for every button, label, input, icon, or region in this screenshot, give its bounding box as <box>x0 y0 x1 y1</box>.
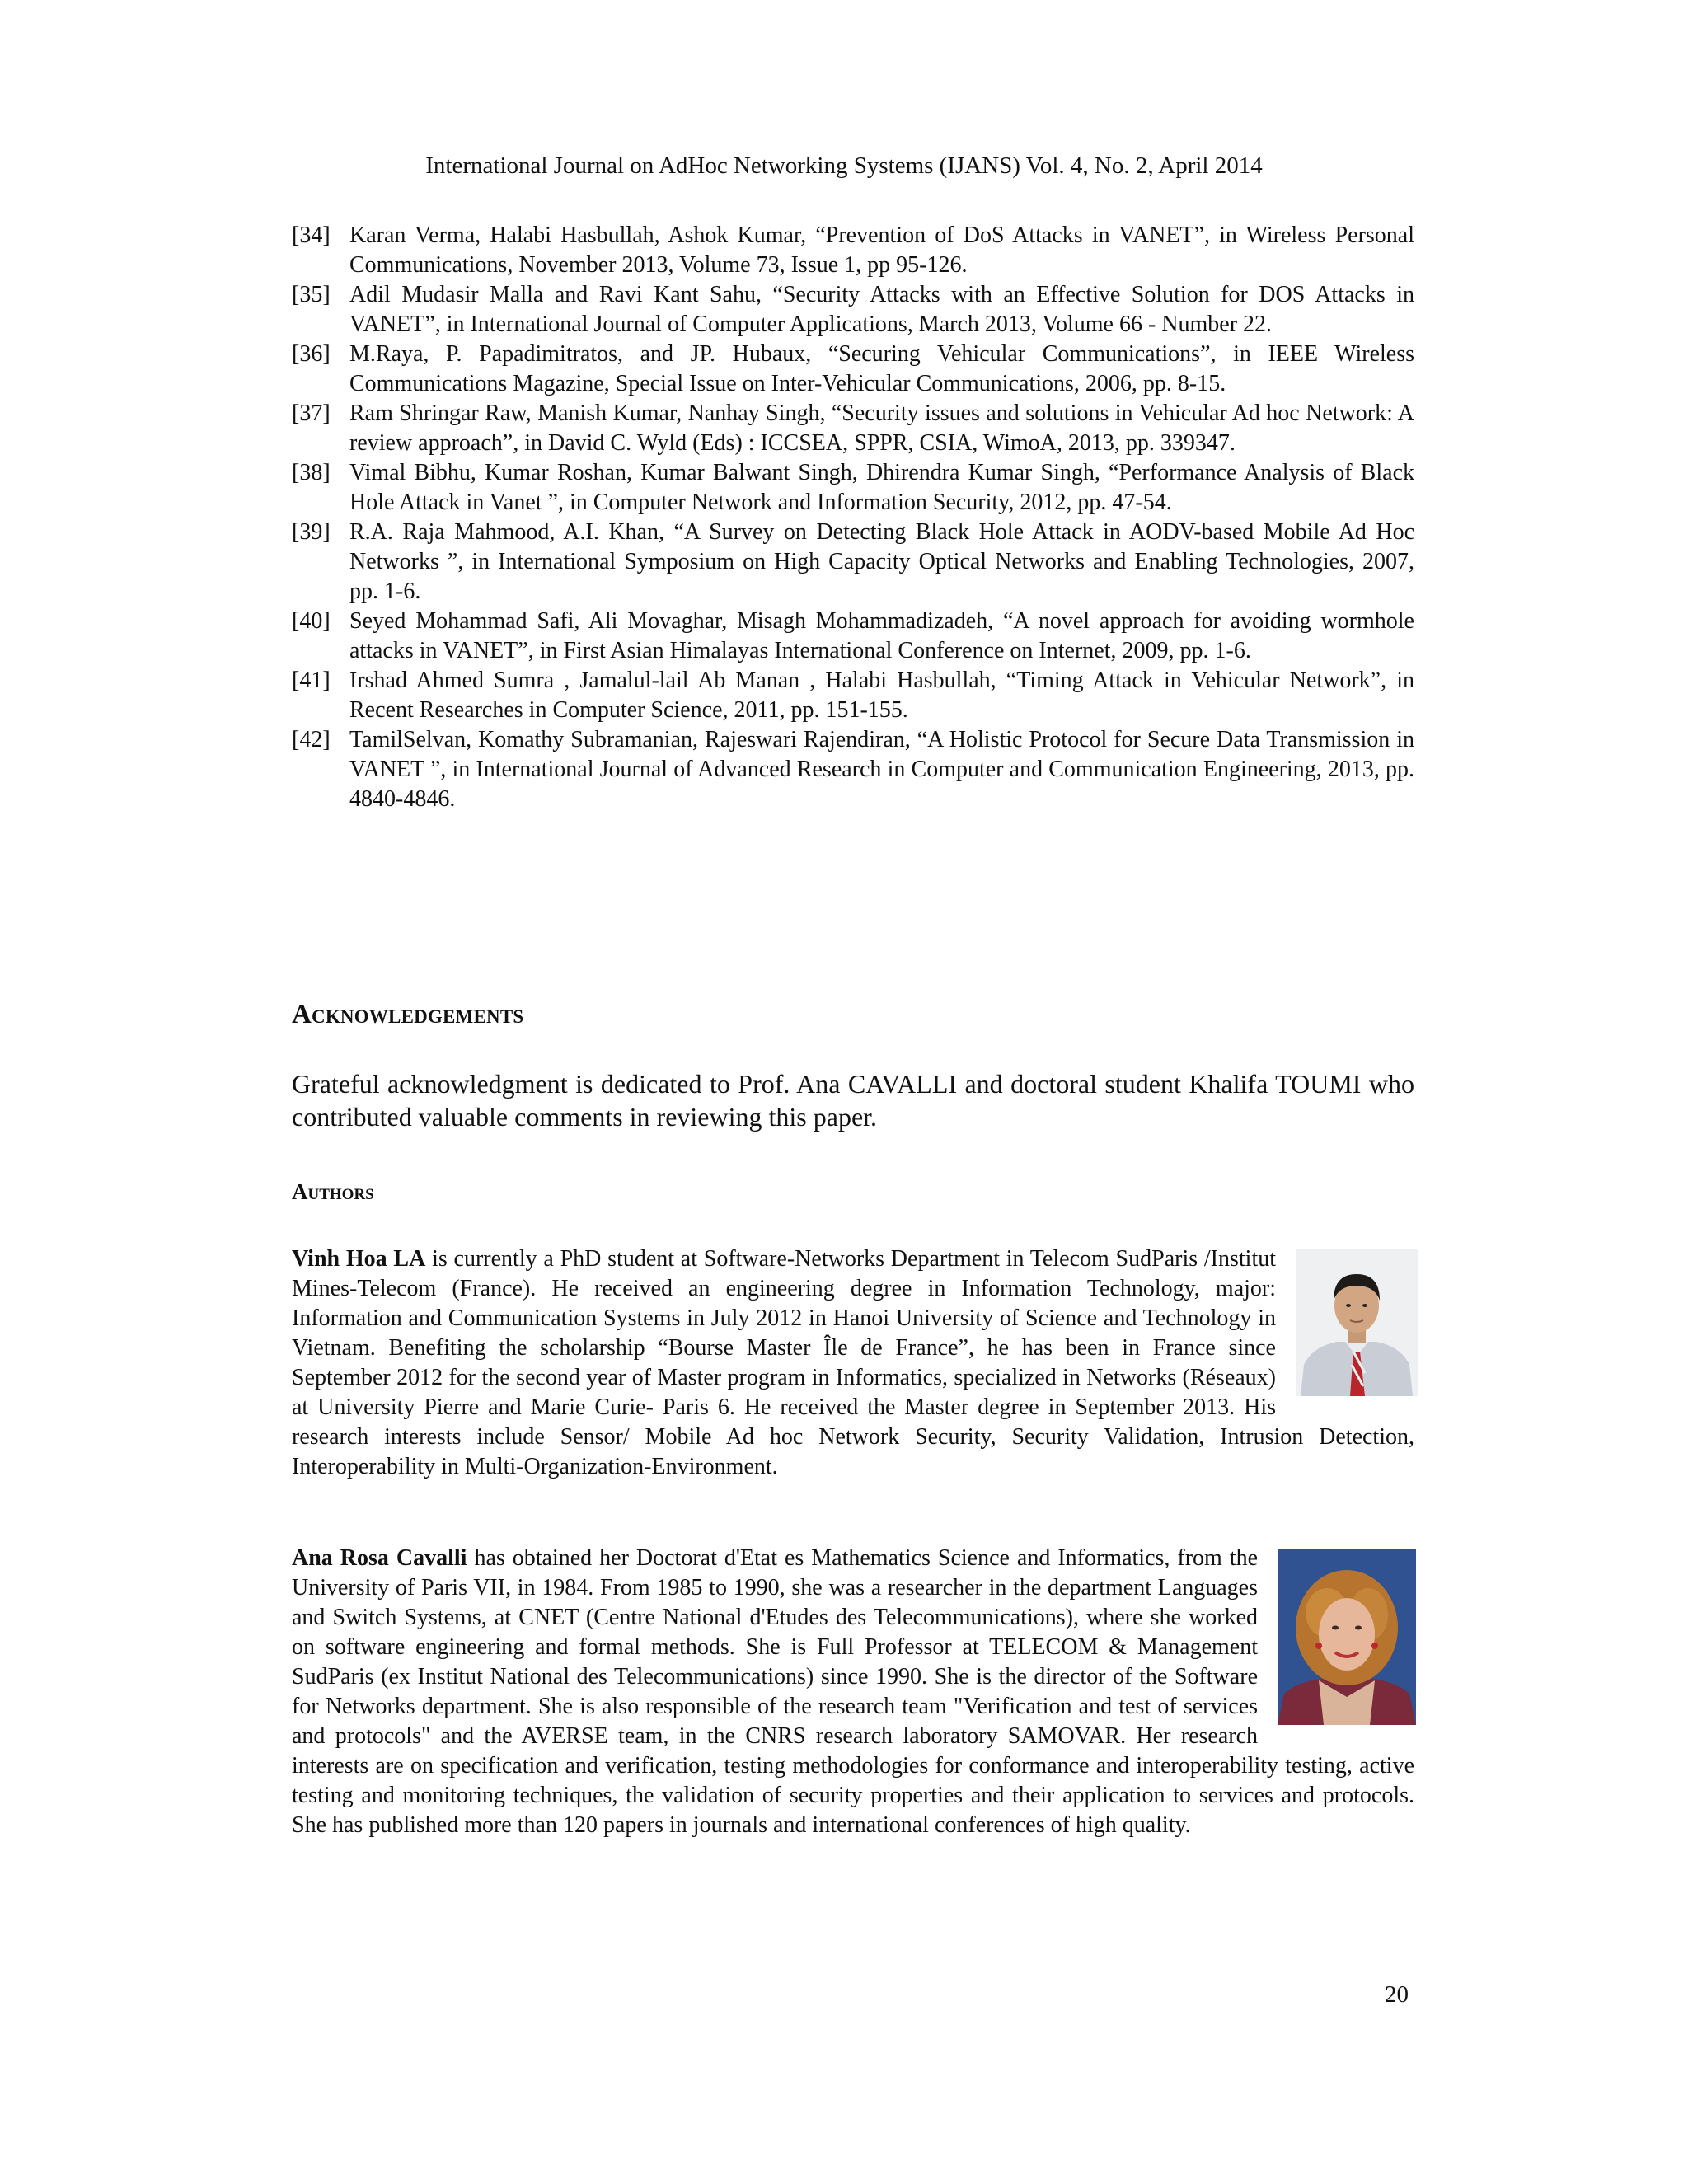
author-bio <box>292 1544 1414 1840</box>
reference-number: [40] <box>292 608 331 634</box>
reference-number: [42] <box>292 727 331 752</box>
reference-list <box>292 221 1414 814</box>
acknowledgements-heading: Acknowledgements <box>292 1000 524 1029</box>
reference-text: Seyed Mohammad Safi, Ali Movaghar, Misagh Mohammadizadeh, “A novel approach for avoiding wormhole attacks in VANET”, in First Asian Himalayas International Conference on Internet, 2009, pp. 1-6. <box>349 608 1414 663</box>
acknowledgements-body: Grateful acknowledgment is dedicated to Prof. Ana CAVALLI and doctoral student Khalifa TOUMI who contributed valuable comments in reviewing this paper. <box>292 1069 1414 1132</box>
author-bio-text: has obtained her Doctorat d'Etat es Mathematics Science and Informatics, from the University of Paris VII, in 1984. From 1985 to 1990, she was a researcher in the department Languages and Switch Systems, at CNET (Centre National d'Etudes des Telecommunications), where she worked on software engineering and formal methods. She is Full Professor at TELECOM & Management SudParis (ex Institut National des Telecommunications) since 1990. She is the director of the Software for Networks department. She is also responsible of the research team "Verification and test of services and protocols" and the AVERSE team, in the CNRS research laboratory SAMOVAR. Her research interests are on specification and verification, testing methodologies for conformance and interoperability testing, active testing and monitoring techniques, the validation of security properties and their application to services and protocols. She has published more than 120 papers in journals and international conferences of high quality. <box>292 1545 1414 1838</box>
reference-text: Vimal Bibhu, Kumar Roshan, Kumar Balwant Singh, Dhirendra Kumar Singh, “Performance Analysis of Black Hole Attack in Vanet ”, in Computer Network and Information Security, 2012, pp. 47-54. <box>349 460 1414 515</box>
reference-text: Irshad Ahmed Sumra , Jamalul-lail Ab Manan , Halabi Hasbullah, “Timing Attack in Vehicular Network”, in Recent Researches in Computer Science, 2011, pp. 151-155. <box>349 668 1414 723</box>
reference-text: Ram Shringar Raw, Manish Kumar, Nanhay Singh, “Security issues and solutions in Vehicular Ad hoc Network: A review approach”, in David C. Wyld (Eds) : ICCSEA, SPPR, CSIA, WimoA, 2013, pp. 339347. <box>349 401 1414 456</box>
reference-item <box>292 399 1414 458</box>
reference-number: [39] <box>292 519 331 545</box>
page-number: 20 <box>1385 1981 1409 2008</box>
reference-number: [38] <box>292 460 331 485</box>
reference-item <box>292 280 1414 340</box>
authors-heading: Authors <box>292 1179 374 1204</box>
running-header: International Journal on AdHoc Networking Systems (IJANS) Vol. 4, No. 2, April 2014 <box>425 152 1263 179</box>
author-bio <box>292 1244 1414 1482</box>
reference-item <box>292 518 1414 607</box>
reference-item <box>292 607 1414 666</box>
reference-number: [41] <box>292 668 331 693</box>
reference-text: R.A. Raja Mahmood, A.I. Khan, “A Survey on Detecting Black Hole Attack in AODV-based Mobile Ad Hoc Networks ”, in International Symposium on High Capacity Optical Networks and Enabling Technologies, 2007, pp. 1-6. <box>349 519 1414 604</box>
reference-item <box>292 666 1414 725</box>
reference-item <box>292 725 1414 814</box>
reference-number: [37] <box>292 401 331 426</box>
reference-number: [35] <box>292 282 331 307</box>
reference-text: TamilSelvan, Komathy Subramanian, Rajeswari Rajendiran, “A Holistic Protocol for Secure Data Transmission in VANET ”, in International Journal of Advanced Research in Computer and Communication Engineering, 2013, pp. 4840-4846. <box>349 727 1414 812</box>
reference-text: Karan Verma, Halabi Hasbullah, Ashok Kumar, “Prevention of DoS Attacks in VANET”, in Wireless Personal Communications, November 2013, Volume 73, Issue 1, pp 95-126. <box>349 223 1414 278</box>
author-name: Vinh Hoa LA <box>292 1246 426 1272</box>
author-photo-female-icon <box>1278 1549 1416 1725</box>
author-bio-text: is currently a PhD student at Software-Networks Department in Telecom SudParis /Institut Mines-Telecom (France). He received an engineering degree in Information Technology, major: Information and Communication Systems in July 2012 in Hanoi University of Science and Technology in Vietnam. Benefiting the scholarship “Bourse Master Île de France”, he has been in France since September 2012 for the second year of Master program in Informatics, specialized in Networks (Réseaux) at University Pierre and Marie Curie- Paris 6. He received the Master degree in September 2013. His research interests include Sensor/ Mobile Ad hoc Network Security, Security Validation, Intrusion Detection, Interoperability in Multi-Organization-Environment. <box>292 1246 1414 1479</box>
reference-number: [34] <box>292 223 331 248</box>
reference-text: M.Raya, P. Papadimitratos, and JP. Hubaux, “Securing Vehicular Communications”, in IEEE Wireless Communications Magazine, Special Issue on Inter-Vehicular Communications, 2006, pp. 8-15. <box>349 341 1414 396</box>
author-name: Ana Rosa Cavalli <box>292 1545 467 1571</box>
reference-item <box>292 340 1414 399</box>
reference-item <box>292 221 1414 280</box>
reference-item <box>292 458 1414 518</box>
reference-text: Adil Mudasir Malla and Ravi Kant Sahu, “Security Attacks with an Effective Solution for DOS Attacks in VANET”, in International Journal of Computer Applications, March 2013, Volume 66 - Number 22. <box>349 282 1414 337</box>
reference-number: [36] <box>292 341 331 367</box>
author-photo-male-icon <box>1296 1249 1418 1396</box>
